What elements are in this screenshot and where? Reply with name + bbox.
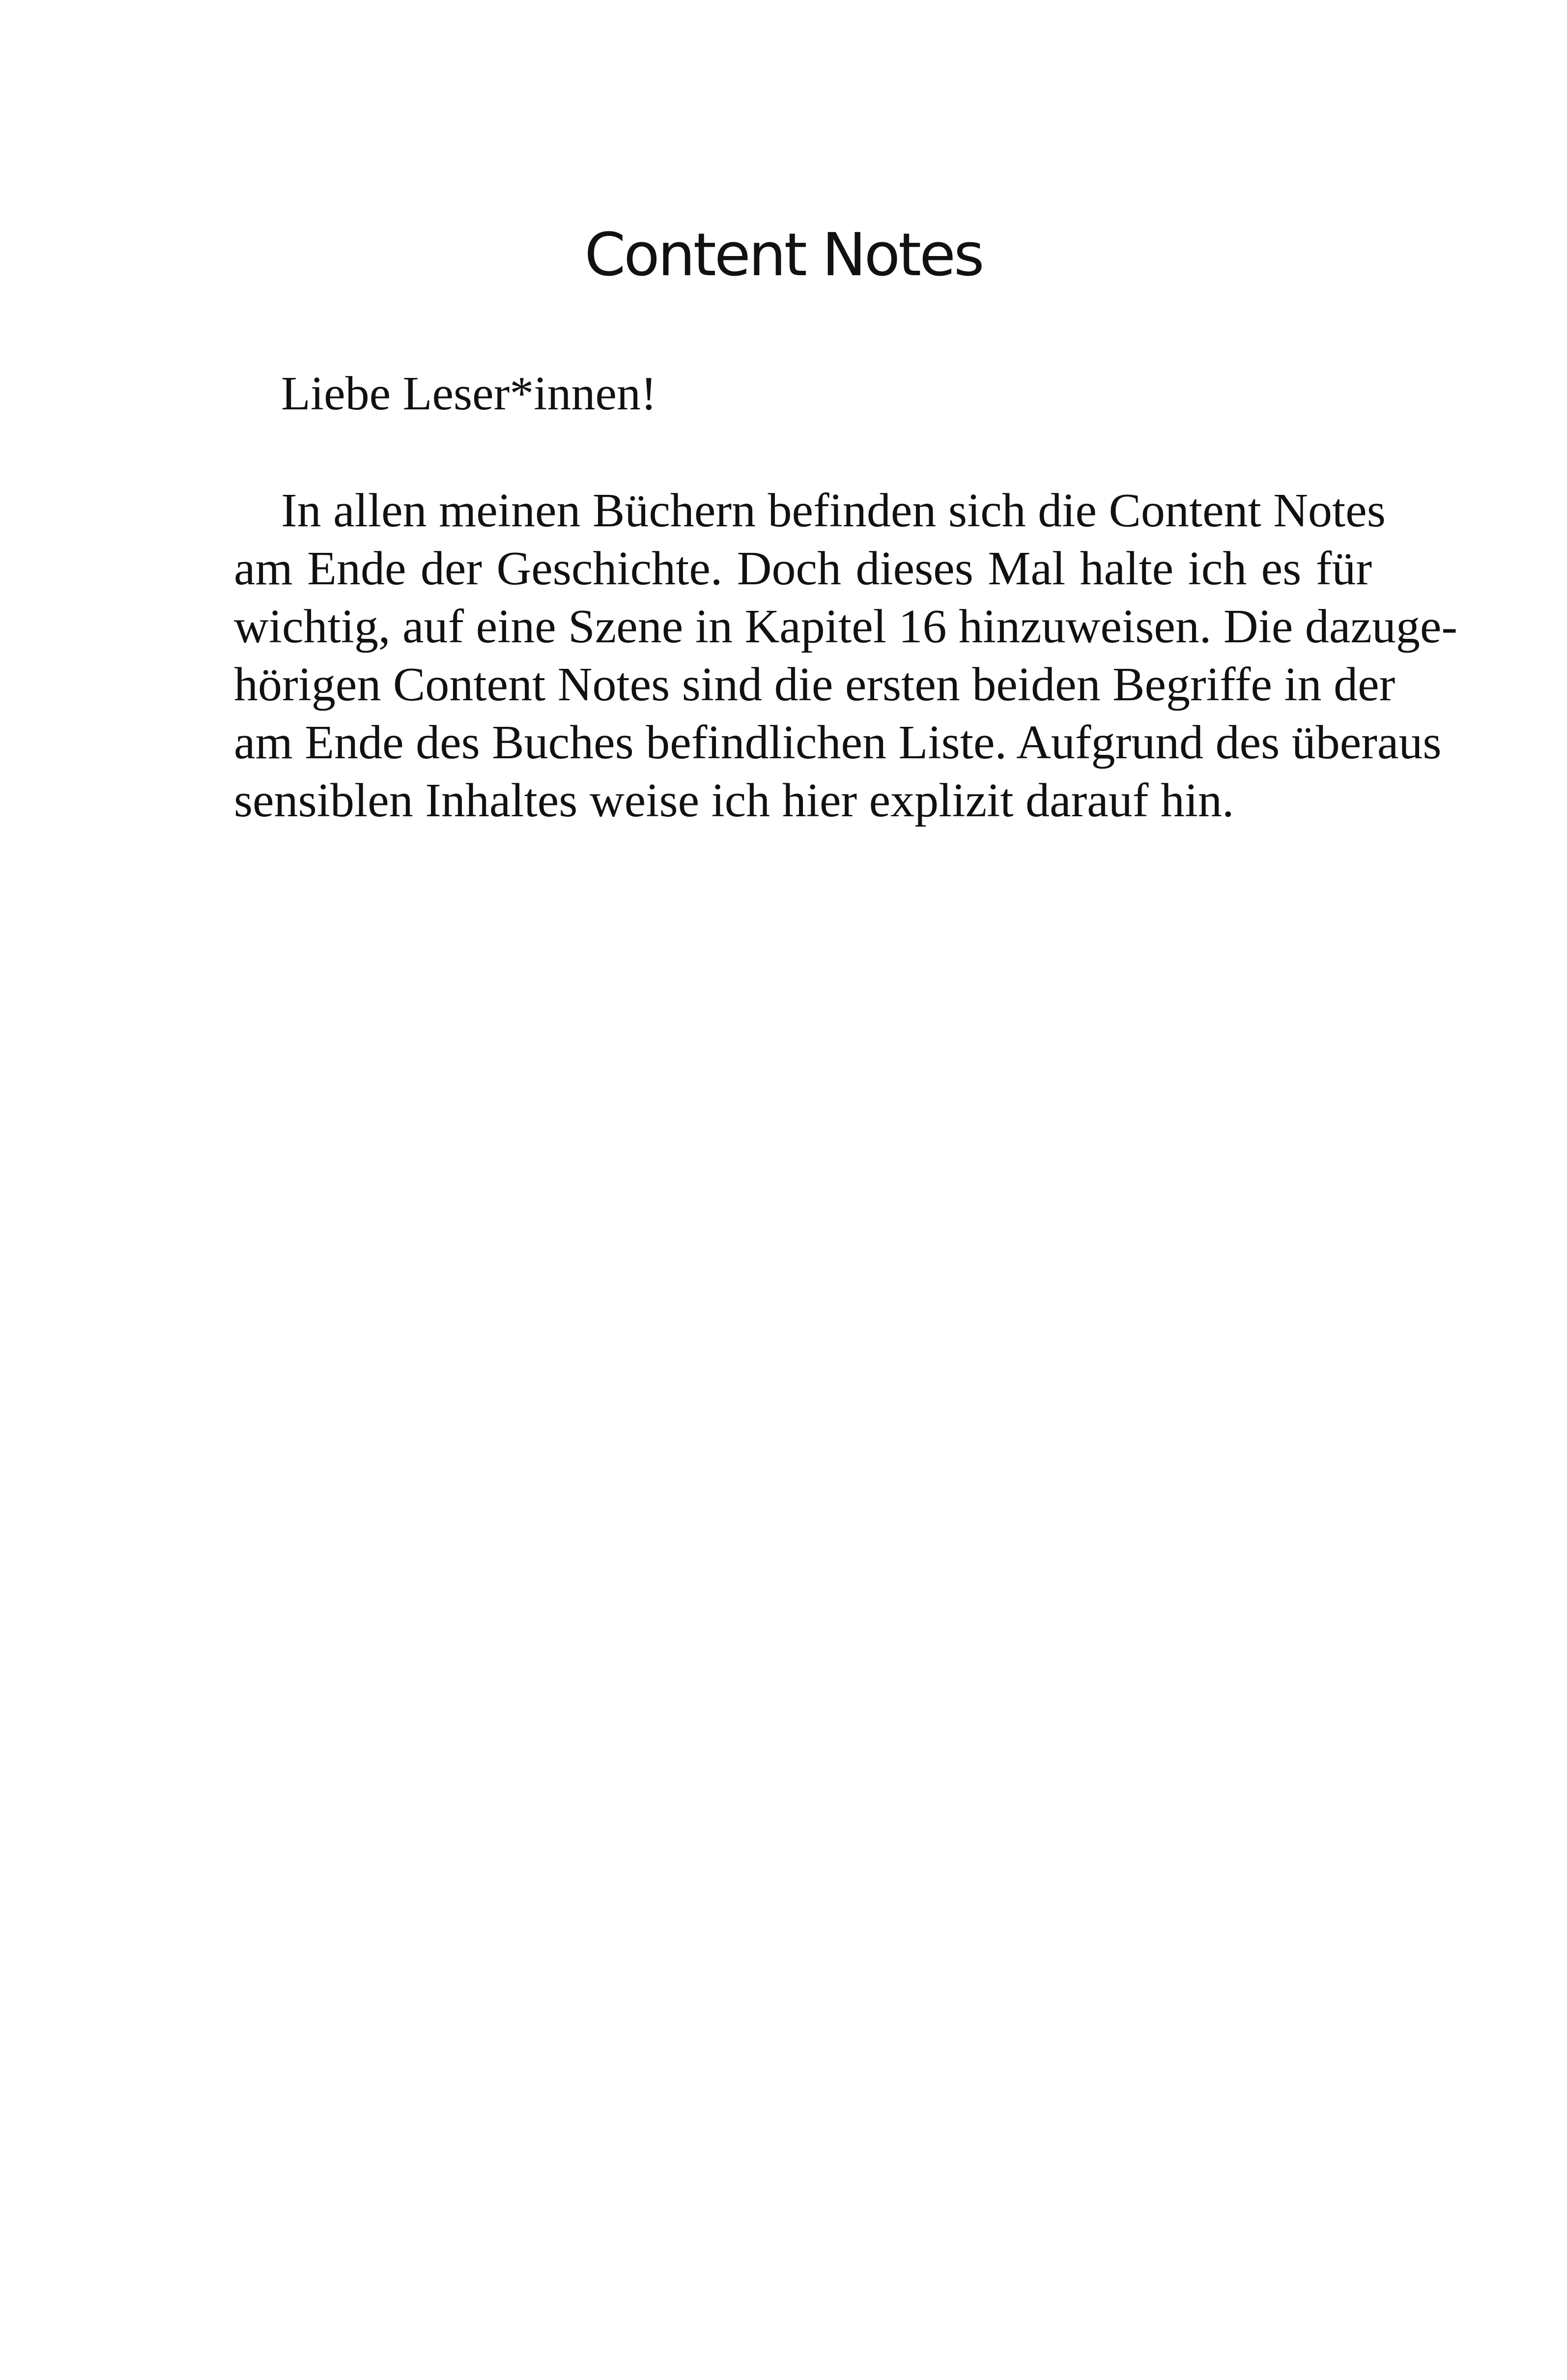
paragraph-line: hörigen Content Notes sind die ersten beiden Begriffe in der (234, 658, 1396, 711)
body-paragraph (234, 482, 1457, 830)
paragraph-line: wichtig, auf eine Szene in Kapitel 16 hinzuweisen. Die dazuge- (234, 600, 1457, 653)
paragraph-line: In allen meinen Büchern befinden sich die Content Notes (281, 484, 1386, 537)
page-title: Content Notes (584, 221, 983, 289)
paragraph-line: am Ende der Geschichte. Doch dieses Mal halte ich es für (234, 542, 1372, 595)
paragraph-line: sensiblen Inhaltes weise ich hier explizit darauf hin. (234, 774, 1234, 827)
paragraph-line: am Ende des Buches befindlichen Liste. Aufgrund des überaus (234, 716, 1442, 769)
greeting: Liebe Leser*innen! (281, 367, 657, 420)
